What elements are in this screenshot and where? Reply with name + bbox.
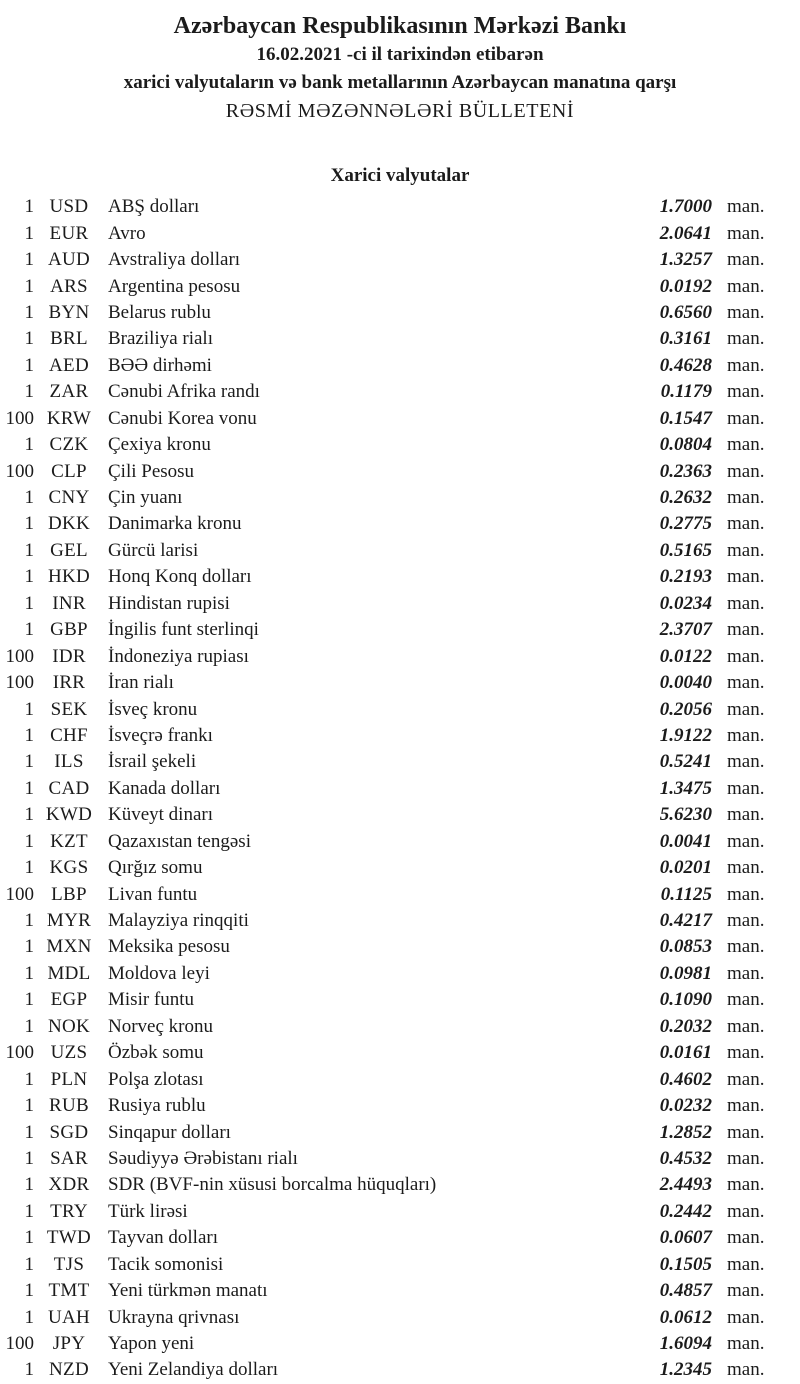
row-currency-code: MYR [46, 910, 92, 932]
table-row [0, 194, 800, 220]
row-unit-label: man. [727, 857, 765, 879]
row-unit-label: man. [727, 883, 765, 905]
row-quantity: 100 [5, 407, 34, 429]
row-rate-value: 0.4217 [659, 910, 712, 932]
row-quantity: 1 [24, 751, 34, 773]
table-row [0, 855, 800, 881]
row-rate-value: 0.2442 [659, 1200, 712, 1222]
row-currency-name: Hindistan rupisi [108, 592, 230, 614]
row-rate-value: 0.0853 [659, 936, 712, 958]
row-currency-name: Yeni türkmən manatı [108, 1280, 268, 1302]
row-quantity: 1 [24, 196, 34, 218]
row-quantity: 1 [24, 962, 34, 984]
table-row [0, 749, 800, 775]
row-currency-code: NZD [49, 1359, 89, 1381]
row-currency-code: CZK [49, 434, 89, 456]
row-rate-value: 0.1547 [659, 407, 712, 429]
row-currency-name: Danimarka kronu [108, 513, 242, 535]
row-currency-name: Misir funtu [108, 989, 195, 1011]
row-currency-code: TWD [46, 1227, 92, 1249]
table-row [0, 485, 800, 511]
row-currency-name: Belarus rublu [108, 301, 211, 323]
row-currency-code: DKK [47, 513, 91, 535]
table-row [0, 1146, 800, 1172]
row-quantity: 1 [24, 1359, 34, 1381]
row-quantity: 1 [24, 1147, 34, 1169]
row-currency-code: TJS [53, 1253, 85, 1275]
row-currency-name: Çexiya kronu [108, 434, 211, 456]
row-quantity: 1 [24, 487, 34, 509]
table-row [0, 1199, 800, 1225]
row-rate-value: 0.0612 [659, 1306, 712, 1328]
table-row [0, 776, 800, 802]
row-currency-code: CAD [48, 777, 90, 799]
row-rate-value: 0.5241 [659, 751, 712, 773]
table-row [0, 1066, 800, 1092]
row-rate-value: 0.0192 [659, 275, 712, 297]
row-currency-name: Avro [108, 222, 146, 244]
row-rate-value: 0.2775 [659, 513, 712, 535]
row-currency-name: ABŞ dolları [108, 196, 200, 218]
row-currency-code: MDL [47, 962, 91, 984]
row-rate-value: 0.0122 [659, 645, 712, 667]
row-quantity: 1 [24, 1253, 34, 1275]
table-row [0, 1331, 800, 1357]
table-row [0, 406, 800, 432]
bulletin-title: RƏSMİ MƏZƏNNƏLƏRİ BÜLLETENİ [225, 100, 575, 122]
row-unit-label: man. [727, 1095, 765, 1117]
row-currency-name: BƏƏ dirhəmi [108, 354, 212, 376]
row-quantity: 1 [24, 830, 34, 852]
row-currency-name: Kanada dolları [108, 777, 221, 799]
row-currency-name: Sinqapur dolları [108, 1121, 231, 1143]
table-row [0, 723, 800, 749]
row-currency-name: Malayziya rinqqiti [108, 910, 249, 932]
row-rate-value: 2.3707 [659, 619, 712, 641]
row-currency-code: PLN [50, 1068, 88, 1090]
row-currency-name: Cənubi Afrika randı [108, 381, 260, 403]
row-rate-value: 0.0040 [659, 672, 712, 694]
row-currency-name: Braziliya rialı [108, 328, 213, 350]
row-rate-value: 1.6094 [659, 1333, 712, 1355]
table-row [0, 1278, 800, 1304]
row-unit-label: man. [727, 513, 765, 535]
row-unit-label: man. [727, 566, 765, 588]
row-unit-label: man. [727, 301, 765, 323]
row-currency-name: İsveç kronu [108, 698, 198, 720]
row-currency-name: Ukrayna qrivnası [108, 1306, 240, 1328]
row-currency-code: LBP [51, 883, 87, 905]
row-unit-label: man. [727, 1200, 765, 1222]
table-row [0, 564, 800, 590]
row-currency-code: HKD [47, 566, 91, 588]
table-row [0, 1252, 800, 1278]
row-currency-name: Argentina pesosu [108, 275, 241, 297]
row-currency-code: JPY [52, 1333, 86, 1355]
row-rate-value: 0.0041 [659, 830, 712, 852]
row-rate-value: 0.0201 [659, 857, 712, 879]
row-rate-value: 0.0234 [659, 592, 712, 614]
row-quantity: 1 [24, 1015, 34, 1037]
row-rate-value: 0.2363 [659, 460, 712, 482]
row-unit-label: man. [727, 1147, 765, 1169]
row-quantity: 100 [5, 883, 34, 905]
row-currency-name: Norveç kronu [108, 1015, 213, 1037]
row-unit-label: man. [727, 460, 765, 482]
row-quantity: 100 [5, 1042, 34, 1064]
row-unit-label: man. [727, 222, 765, 244]
row-quantity: 1 [24, 566, 34, 588]
row-currency-name: Meksika pesosu [108, 936, 230, 958]
row-rate-value: 2.0641 [659, 222, 712, 244]
table-row [0, 1225, 800, 1251]
row-currency-name: Yapon yeni [108, 1333, 195, 1355]
row-currency-name: Yeni Zelandiya dolları [108, 1359, 279, 1381]
row-quantity: 1 [24, 249, 34, 271]
row-unit-label: man. [727, 381, 765, 403]
row-rate-value: 0.2032 [659, 1015, 712, 1037]
row-quantity: 1 [24, 989, 34, 1011]
row-unit-label: man. [727, 619, 765, 641]
row-rate-value: 1.3257 [659, 249, 712, 271]
row-quantity: 1 [24, 1174, 34, 1196]
row-unit-label: man. [727, 989, 765, 1011]
row-rate-value: 0.6560 [659, 301, 712, 323]
row-currency-code: UZS [50, 1042, 88, 1064]
row-rate-value: 0.1179 [660, 381, 712, 403]
row-currency-code: IRR [52, 672, 86, 694]
row-rate-value: 1.3475 [659, 777, 712, 799]
row-rate-value: 1.2852 [659, 1121, 712, 1143]
row-quantity: 1 [24, 857, 34, 879]
row-currency-name: Cənubi Korea vonu [108, 407, 257, 429]
row-currency-code: SGD [49, 1121, 89, 1143]
row-currency-name: Rusiya rublu [108, 1095, 206, 1117]
row-quantity: 100 [5, 672, 34, 694]
table-row [0, 987, 800, 1013]
row-unit-label: man. [727, 487, 765, 509]
row-quantity: 1 [24, 301, 34, 323]
row-currency-name: Səudiyyə Ərəbistanı rialı [108, 1147, 298, 1169]
table-row [0, 1357, 800, 1383]
row-currency-name: Avstraliya dolları [108, 249, 241, 271]
row-currency-name: İndoneziya rupiası [108, 645, 249, 667]
row-currency-code: INR [52, 592, 86, 614]
row-currency-name: Qazaxıstan tengəsi [108, 830, 251, 852]
row-quantity: 1 [24, 1095, 34, 1117]
table-row [0, 643, 800, 669]
effective-date-line: 16.02.2021 -ci il tarixindən etibarən [256, 44, 544, 65]
table-row [0, 326, 800, 352]
row-quantity: 1 [24, 619, 34, 641]
row-unit-label: man. [727, 672, 765, 694]
row-currency-code: KZT [50, 830, 88, 852]
row-quantity: 1 [24, 1280, 34, 1302]
row-rate-value: 0.0981 [659, 962, 712, 984]
row-rate-value: 1.7000 [659, 196, 712, 218]
row-rate-value: 0.2193 [659, 566, 712, 588]
row-unit-label: man. [727, 962, 765, 984]
table-row [0, 379, 800, 405]
row-currency-code: USD [49, 196, 89, 218]
row-rate-value: 0.5165 [659, 539, 712, 561]
row-quantity: 1 [24, 275, 34, 297]
row-currency-code: KWD [45, 804, 93, 826]
table-row [0, 538, 800, 564]
row-quantity: 100 [5, 460, 34, 482]
row-quantity: 1 [24, 910, 34, 932]
row-quantity: 1 [24, 539, 34, 561]
row-currency-code: RUB [49, 1095, 89, 1117]
row-currency-code: EUR [49, 222, 89, 244]
document-header [0, 0, 800, 125]
row-unit-label: man. [727, 1174, 765, 1196]
row-currency-code: BRL [50, 328, 88, 350]
table-row [0, 881, 800, 907]
table-row [0, 511, 800, 537]
row-unit-label: man. [727, 1068, 765, 1090]
row-rate-value: 1.9122 [659, 724, 712, 746]
row-unit-label: man. [727, 275, 765, 297]
row-currency-code: TRY [50, 1200, 88, 1222]
row-unit-label: man. [727, 698, 765, 720]
row-quantity: 1 [24, 354, 34, 376]
row-quantity: 1 [24, 1227, 34, 1249]
row-currency-name: Gürcü larisi [108, 539, 199, 561]
row-unit-label: man. [727, 645, 765, 667]
row-rate-value: 0.0232 [659, 1095, 712, 1117]
table-row [0, 591, 800, 617]
row-unit-label: man. [727, 249, 765, 271]
row-currency-code: GEL [50, 539, 88, 561]
row-unit-label: man. [727, 936, 765, 958]
row-unit-label: man. [727, 1042, 765, 1064]
section-title-foreign-currencies: Xarici valyutalar [330, 165, 470, 186]
row-currency-name: İsveçrə frankı [108, 724, 213, 746]
table-row [0, 829, 800, 855]
row-currency-code: KGS [49, 857, 89, 879]
row-currency-name: Qırğız somu [108, 857, 203, 879]
table-row [0, 1040, 800, 1066]
table-row [0, 273, 800, 299]
row-unit-label: man. [727, 751, 765, 773]
table-row [0, 1014, 800, 1040]
row-quantity: 1 [24, 328, 34, 350]
row-unit-label: man. [727, 196, 765, 218]
row-currency-code: CNY [48, 487, 90, 509]
row-unit-label: man. [727, 1227, 765, 1249]
row-unit-label: man. [727, 407, 765, 429]
row-currency-name: SDR (BVF-nin xüsusi borcalma hüquqları) [108, 1174, 437, 1196]
row-currency-name: Tayvan dolları [108, 1227, 218, 1249]
row-currency-code: MXN [46, 936, 92, 958]
table-row [0, 934, 800, 960]
row-rate-value: 0.4602 [659, 1068, 712, 1090]
table-row [0, 617, 800, 643]
row-quantity: 1 [24, 434, 34, 456]
row-currency-code: CLP [51, 460, 87, 482]
row-currency-code: CHF [50, 724, 88, 746]
table-row [0, 1119, 800, 1145]
table-row [0, 1304, 800, 1330]
row-quantity: 1 [24, 1306, 34, 1328]
row-unit-label: man. [727, 804, 765, 826]
row-currency-code: ZAR [49, 381, 89, 403]
row-rate-value: 0.0161 [659, 1042, 712, 1064]
row-rate-value: 0.1125 [660, 883, 712, 905]
row-unit-label: man. [727, 1121, 765, 1143]
row-currency-name: Honq Konq dolları [108, 566, 252, 588]
table-row [0, 220, 800, 246]
row-unit-label: man. [727, 354, 765, 376]
table-row [0, 432, 800, 458]
row-rate-value: 0.1090 [659, 989, 712, 1011]
row-quantity: 1 [24, 513, 34, 535]
row-currency-code: KRW [46, 407, 92, 429]
row-unit-label: man. [727, 830, 765, 852]
row-quantity: 100 [5, 645, 34, 667]
table-row [0, 1093, 800, 1119]
row-quantity: 1 [24, 804, 34, 826]
row-currency-code: IDR [52, 645, 86, 667]
row-currency-code: BYN [48, 301, 90, 323]
table-row [0, 802, 800, 828]
row-rate-value: 0.3161 [659, 328, 712, 350]
row-unit-label: man. [727, 328, 765, 350]
table-row [0, 458, 800, 484]
row-currency-code: NOK [47, 1015, 91, 1037]
row-quantity: 1 [24, 936, 34, 958]
row-quantity: 1 [24, 592, 34, 614]
row-unit-label: man. [727, 539, 765, 561]
row-unit-label: man. [727, 1333, 765, 1355]
table-row [0, 353, 800, 379]
row-currency-name: Özbək somu [108, 1042, 204, 1064]
row-currency-name: İran rialı [108, 672, 174, 694]
row-currency-code: EGP [50, 989, 88, 1011]
row-unit-label: man. [727, 1359, 765, 1381]
row-rate-value: 0.4857 [659, 1280, 712, 1302]
row-currency-code: GBP [50, 619, 88, 641]
row-currency-code: AUD [47, 249, 91, 271]
row-currency-name: İsrail şekeli [108, 751, 197, 773]
row-rate-value: 0.1505 [659, 1253, 712, 1275]
row-quantity: 1 [24, 1068, 34, 1090]
row-currency-code: SEK [50, 698, 88, 720]
row-unit-label: man. [727, 1280, 765, 1302]
row-currency-name: Polşa zlotası [108, 1068, 204, 1090]
row-currency-code: ARS [50, 275, 88, 297]
row-currency-code: SAR [50, 1147, 88, 1169]
row-unit-label: man. [727, 1306, 765, 1328]
row-currency-code: UAH [47, 1306, 91, 1328]
subject-line: xarici valyutaların və bank metallarının Azərbaycan manatına qarşı [123, 72, 677, 93]
row-quantity: 1 [24, 698, 34, 720]
row-unit-label: man. [727, 1253, 765, 1275]
table-row [0, 1172, 800, 1198]
row-unit-label: man. [727, 434, 765, 456]
row-currency-name: Çin yuanı [108, 487, 183, 509]
table-row [0, 247, 800, 273]
table-row [0, 961, 800, 987]
row-unit-label: man. [727, 592, 765, 614]
row-quantity: 100 [5, 1333, 34, 1355]
row-unit-label: man. [727, 777, 765, 799]
row-unit-label: man. [727, 910, 765, 932]
row-rate-value: 0.0804 [659, 434, 712, 456]
row-currency-code: AED [49, 354, 89, 376]
row-currency-name: Küveyt dinarı [108, 804, 214, 826]
row-rate-value: 0.4628 [659, 354, 712, 376]
row-quantity: 1 [24, 1121, 34, 1143]
row-quantity: 1 [24, 381, 34, 403]
table-row [0, 696, 800, 722]
bank-name-title: Azərbaycan Respublikasının Mərkəzi Bankı [173, 13, 627, 39]
row-unit-label: man. [727, 1015, 765, 1037]
row-currency-name: Moldova leyi [108, 962, 210, 984]
exchange-rates-table [0, 194, 800, 1384]
row-rate-value: 1.2345 [659, 1359, 712, 1381]
row-rate-value: 0.0607 [659, 1227, 712, 1249]
row-rate-value: 2.4493 [659, 1174, 712, 1196]
row-quantity: 1 [24, 777, 34, 799]
row-rate-value: 5.6230 [659, 804, 712, 826]
row-currency-name: Livan funtu [108, 883, 198, 905]
row-currency-code: XDR [48, 1174, 90, 1196]
table-row [0, 300, 800, 326]
row-currency-name: İngilis funt sterlinqi [108, 619, 259, 641]
row-rate-value: 0.2056 [659, 698, 712, 720]
table-row [0, 908, 800, 934]
row-currency-code: TMT [48, 1280, 90, 1302]
row-currency-name: Tacik somonisi [108, 1253, 224, 1275]
row-quantity: 1 [24, 724, 34, 746]
row-currency-name: Çili Pesosu [108, 460, 195, 482]
row-quantity: 1 [24, 1200, 34, 1222]
row-currency-code: ILS [54, 751, 84, 773]
row-unit-label: man. [727, 724, 765, 746]
row-rate-value: 0.2632 [659, 487, 712, 509]
table-row [0, 670, 800, 696]
row-quantity: 1 [24, 222, 34, 244]
row-currency-name: Türk lirəsi [108, 1200, 188, 1222]
row-rate-value: 0.4532 [659, 1147, 712, 1169]
